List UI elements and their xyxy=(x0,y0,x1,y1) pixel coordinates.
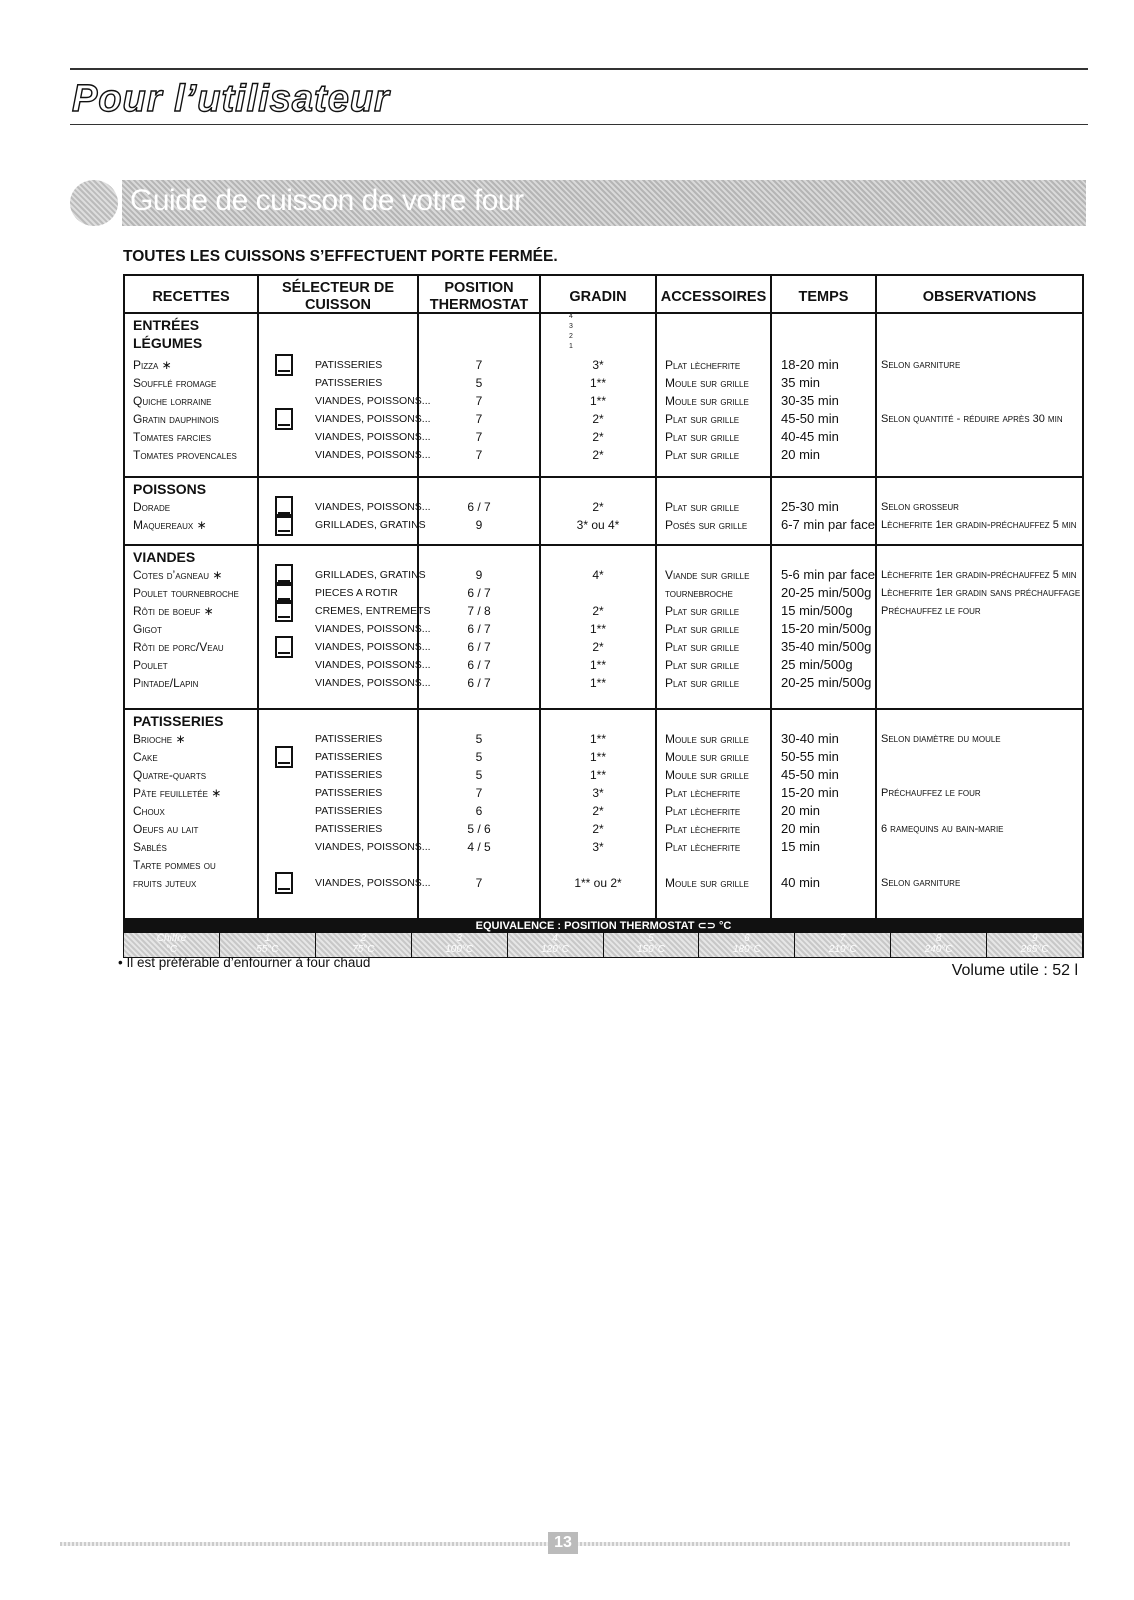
section-title: POISSONS xyxy=(133,481,207,497)
rack-level: 1** xyxy=(589,658,606,672)
equivalence-temperature: 150°C xyxy=(637,944,665,955)
title-rule xyxy=(70,124,1088,125)
cooking-time: 30-35 min xyxy=(781,393,839,408)
accessory: Plat sur grille xyxy=(665,676,740,690)
thermostat-position: 7 xyxy=(475,448,483,462)
equivalence-temperature: 210°C xyxy=(828,944,857,955)
rack-level: 1** ou 2* xyxy=(574,876,622,890)
recipe-name: Quatre-quarts xyxy=(133,768,207,782)
accessory: Moule sur grille xyxy=(665,376,749,390)
thermostat-position: 6 / 7 xyxy=(467,500,491,514)
cooking-mode: VIANDES, POISSONS... xyxy=(315,501,431,513)
equivalence-cell xyxy=(316,933,412,957)
oven-mode-icon xyxy=(275,746,293,768)
cooking-time: 18-20 min xyxy=(781,357,839,372)
section-rule xyxy=(125,708,1082,710)
cooking-time: 40-45 min xyxy=(781,429,839,444)
recipe-name: Poulet tournebroche xyxy=(133,586,239,600)
equivalence-position: 3 xyxy=(456,933,462,944)
cooking-time: 5-6 min par face xyxy=(781,567,875,582)
observation: Selon diamètre du moule xyxy=(881,733,1001,745)
rack-level: 2* xyxy=(592,448,604,462)
equivalence-temperature: 55°C xyxy=(256,944,279,955)
cooking-time: 20-25 min/500g xyxy=(781,585,872,600)
observation: Selon garniture xyxy=(881,359,961,371)
cooking-mode: VIANDES, POISSONS... xyxy=(315,641,431,653)
observation: 6 ramequins au bain-marie xyxy=(881,823,1004,835)
thermostat-position: 5 xyxy=(475,768,483,782)
cooking-mode: PATISSERIES xyxy=(315,733,383,745)
recipe-name: Rôti de porc/Veau xyxy=(133,640,224,654)
rack-level: 1** xyxy=(589,376,606,390)
thermostat-position: 6 / 7 xyxy=(467,676,491,690)
thermostat-position: 7 xyxy=(475,786,483,800)
rack-level: 1** xyxy=(589,622,606,636)
cooking-time: 30-40 min xyxy=(781,731,839,746)
oven-mode-icon xyxy=(275,514,293,536)
thermostat-position: 7 xyxy=(475,358,483,372)
accessory: Plat lèchefrite xyxy=(665,358,741,372)
rack-level-label: 3 xyxy=(569,323,573,330)
observation: Selon grosseur xyxy=(881,501,959,513)
rack-level: 1** xyxy=(589,732,606,746)
thermostat-position: 6 / 7 xyxy=(467,658,491,672)
equivalence-temperature: 265°C xyxy=(1020,944,1049,955)
cooking-mode: PATISSERIES xyxy=(315,751,383,763)
rack-level: 3* ou 4* xyxy=(576,518,620,532)
cooking-mode: CREMES, ENTREMETS xyxy=(315,605,431,617)
cooking-mode: PATISSERIES xyxy=(315,769,383,781)
equivalence-cell xyxy=(508,933,604,957)
accessory: Moule sur grille xyxy=(665,768,749,782)
section-title: Guide de cuisson de votre four xyxy=(130,184,524,217)
cooking-time: 45-50 min xyxy=(781,767,839,782)
section-rule xyxy=(125,544,1082,546)
accessory: Moule sur grille xyxy=(665,750,749,764)
thermostat-position: 6 / 7 xyxy=(467,640,491,654)
recipe-name: Soufflé fromage xyxy=(133,376,217,390)
recipe-name: Poulet xyxy=(133,658,168,672)
equivalence-position: 9 xyxy=(1031,933,1038,944)
cooking-mode: VIANDES, POISSONS... xyxy=(315,431,431,443)
col-header-gradin: GRADIN xyxy=(569,288,627,305)
rack-level: 2* xyxy=(592,604,604,618)
oven-mode-icon xyxy=(275,600,293,622)
cooking-mode: VIANDES, POISSONS... xyxy=(315,841,431,853)
recipe-name: Dorade xyxy=(133,500,171,514)
recipe-name: fruits juteux xyxy=(133,876,197,890)
equivalence-cell xyxy=(987,933,1083,957)
equivalence-cell xyxy=(891,933,987,957)
rack-level: 2* xyxy=(592,500,604,514)
accessory: Plat sur grille xyxy=(665,500,740,514)
rack-level: 4* xyxy=(592,568,604,582)
recipe-name: Gigot xyxy=(133,622,162,636)
cooking-mode: PIECES A ROTIR xyxy=(315,587,398,599)
observation: Selon quantité - réduire après 30 min xyxy=(881,413,1063,425)
thermostat-position: 4 / 5 xyxy=(467,840,491,854)
equivalence-temperature: 100°C xyxy=(445,944,474,955)
equivalence-cell xyxy=(604,933,700,957)
equivalence-position: 5 xyxy=(648,933,654,944)
rack-level-label: 4 xyxy=(569,313,573,320)
col-header-observations: OBSERVATIONS xyxy=(922,288,1037,305)
cooking-mode: VIANDES, POISSONS... xyxy=(315,449,431,461)
recipe-name: Tarte pommes ou xyxy=(133,858,216,872)
recipe-name: Cotes d’agneau ∗ xyxy=(133,568,223,582)
col-divider xyxy=(257,276,259,918)
accessory: Plat sur grille xyxy=(665,622,740,636)
thermostat-position: 5 / 6 xyxy=(467,822,491,836)
thermostat-equivalence xyxy=(123,920,1084,960)
thermostat-position: 5 xyxy=(475,376,483,390)
observation: Préchauffez le four xyxy=(881,605,981,617)
thermostat-position: 7 / 8 xyxy=(467,604,491,618)
cooking-time: 20 min xyxy=(781,821,821,836)
recipe-name: Tomates farcies xyxy=(133,430,212,444)
cooking-time: 25 min/500g xyxy=(781,657,853,672)
accessory: tournebroche xyxy=(665,586,733,600)
section-rule xyxy=(125,476,1082,478)
col-header-selecteur: SÉLECTEUR DE CUISSON xyxy=(282,280,394,313)
rack-level-icon xyxy=(569,312,629,358)
thermostat-position: 5 xyxy=(475,732,483,746)
recipe-name: Choux xyxy=(133,804,165,818)
equivalence-position: 8 xyxy=(935,933,942,944)
accessory: Viande sur grille xyxy=(665,568,750,582)
equivalence-position: 1 xyxy=(264,933,271,944)
accessory: Moule sur grille xyxy=(665,394,749,408)
thermostat-position: 9 xyxy=(475,568,483,582)
cooking-table xyxy=(123,274,1084,920)
thermostat-position: 6 xyxy=(475,804,483,818)
observation: Lèchefrite 1er gradin-préchauffez 5 min xyxy=(881,519,1077,531)
equivalence-position: 2 xyxy=(360,933,367,944)
oven-mode-icon xyxy=(275,354,293,376)
cooking-mode: PATISSERIES xyxy=(315,377,383,389)
cooking-time: 45-50 min xyxy=(781,411,839,426)
equivalence-position: 6 xyxy=(744,933,750,944)
rack-level: 2* xyxy=(592,412,604,426)
thermostat-position: 7 xyxy=(475,412,483,426)
accessory: Plat sur grille xyxy=(665,448,740,462)
cooking-time: 50-55 min xyxy=(781,749,839,764)
equivalence-temperature: 180°C xyxy=(732,944,761,955)
section-banner xyxy=(70,180,1086,226)
accessory: Plat sur grille xyxy=(665,412,740,426)
accessory: Plat sur grille xyxy=(665,604,740,618)
recipe-name: Brioche ∗ xyxy=(133,732,186,746)
accessory: Moule sur grille xyxy=(665,732,749,746)
recipe-name: Pintade/Lapin xyxy=(133,676,199,690)
accessory: Posés sur grille xyxy=(665,518,748,532)
cooking-mode: PATISSERIES xyxy=(315,823,383,835)
rack-level: 3* xyxy=(592,840,604,854)
cooking-time: 40 min xyxy=(781,875,821,890)
recipe-name: Tomates provencales xyxy=(133,448,237,462)
equivalence-position: 7 xyxy=(840,933,846,944)
thermostat-position: 6 / 7 xyxy=(467,586,491,600)
cooking-time: 35-40 min/500g xyxy=(781,639,872,654)
equivalence-position: Chiffre xyxy=(156,933,187,944)
rack-level: 2* xyxy=(592,822,604,836)
cooking-time: 6-7 min par face xyxy=(781,517,875,532)
rack-level: 3* xyxy=(592,786,604,800)
cooking-mode: VIANDES, POISSONS... xyxy=(315,413,431,425)
oven-mode-icon xyxy=(275,872,293,894)
cooking-mode: GRILLADES, GRATINS xyxy=(315,519,426,531)
accessory: Plat lèchefrite xyxy=(665,804,741,818)
recipe-name: Gratin dauphinois xyxy=(133,412,219,426)
section-title: PATISSERIES xyxy=(133,713,224,729)
equivalence-cell xyxy=(124,933,220,957)
cooking-mode: PATISSERIES xyxy=(315,787,383,799)
rack-level: 2* xyxy=(592,804,604,818)
observation: Préchauffez le four xyxy=(881,787,981,799)
col-header-recettes: RECETTES xyxy=(152,288,230,305)
thermostat-position: 7 xyxy=(475,876,483,890)
thermostat-position: 7 xyxy=(475,394,483,408)
recipe-name: Maquereaux ∗ xyxy=(133,518,207,532)
thermostat-position: 7 xyxy=(475,430,483,444)
cooking-mode: VIANDES, POISSONS... xyxy=(315,395,431,407)
cooking-time: 15-20 min/500g xyxy=(781,621,872,636)
top-rule xyxy=(70,68,1088,70)
col-divider xyxy=(875,276,877,918)
equivalence-cell xyxy=(412,933,508,957)
accessory: Plat lèchefrite xyxy=(665,786,741,800)
cooking-time: 20 min xyxy=(781,447,821,462)
cooking-time: 20 min xyxy=(781,803,821,818)
col-header-temps: TEMPS xyxy=(798,288,849,305)
section-title: VIANDES xyxy=(133,549,196,565)
rack-level: 1** xyxy=(589,676,606,690)
banner-circle xyxy=(70,180,118,226)
rack-level: 1** xyxy=(589,394,606,408)
recipe-name: Rôti de boeuf ∗ xyxy=(133,604,214,618)
accessory: Moule sur grille xyxy=(665,876,749,890)
cooking-mode: VIANDES, POISSONS... xyxy=(315,659,431,671)
observation: Lèchefrite 1er gradin sans préchauffage xyxy=(881,587,1081,599)
col-divider xyxy=(770,276,772,918)
page-title: Pour l’utilisateur xyxy=(72,78,390,120)
page-number: 13 xyxy=(548,1532,578,1554)
equivalence-temperature: 240°C xyxy=(924,944,953,955)
footnote: • Il est préférable d’enfourner à four chaud xyxy=(118,955,371,970)
cooking-time: 15-20 min xyxy=(781,785,839,800)
accessory: Plat lèchefrite xyxy=(665,840,741,854)
equivalence-temperature: °C xyxy=(165,944,178,955)
observation: Lèchefrite 1er gradin-préchauffez 5 min xyxy=(881,569,1077,581)
cooking-mode: VIANDES, POISSONS... xyxy=(315,877,431,889)
section-title: ENTRÉES LÉGUMES xyxy=(133,317,203,351)
accessory: Plat sur grille xyxy=(665,430,740,444)
equivalence-cell xyxy=(699,933,795,957)
recipe-name: Oeufs au lait xyxy=(133,822,199,836)
equivalence-cell xyxy=(220,933,316,957)
rack-level: 1** xyxy=(589,750,606,764)
cooking-time: 20-25 min/500g xyxy=(781,675,872,690)
col-divider xyxy=(655,276,657,918)
observation: Selon garniture xyxy=(881,877,961,889)
accessory: Plat lèchefrite xyxy=(665,822,741,836)
cooking-time: 15 min xyxy=(781,839,821,854)
volume-label: Volume utile : 52 l xyxy=(951,962,1078,979)
thermostat-position: 6 / 7 xyxy=(467,622,491,636)
equivalence-title: EQUIVALENCE : POSITION THERMOSTAT ⊂⊃ °C xyxy=(123,920,1084,932)
rack-level: 2* xyxy=(592,640,604,654)
closed-door-note: TOUTES LES CUISSONS S’EFFECTUENT PORTE FERMÉE. xyxy=(123,248,558,265)
cooking-mode: VIANDES, POISSONS... xyxy=(315,677,431,689)
rack-level: 1** xyxy=(589,768,606,782)
cooking-time: 25-30 min xyxy=(781,499,839,514)
cooking-time: 15 min/500g xyxy=(781,603,853,618)
col-header-accessoires: ACCESSOIRES xyxy=(660,288,767,305)
recipe-name: Pâte feuilletée ∗ xyxy=(133,786,222,800)
recipe-name: Cake xyxy=(133,750,158,764)
thermostat-position: 5 xyxy=(475,750,483,764)
equivalence-position: 4 xyxy=(552,933,558,944)
cooking-mode: GRILLADES, GRATINS xyxy=(315,569,426,581)
cooking-time: 35 min xyxy=(781,375,821,390)
oven-mode-icon xyxy=(275,408,293,430)
equivalence-temperature: 120°C xyxy=(541,944,570,955)
equivalence-cell xyxy=(795,933,891,957)
recipe-name: Sablés xyxy=(133,840,167,854)
rack-level-label: 2 xyxy=(569,333,573,340)
recipe-name: Pizza ∗ xyxy=(133,358,172,372)
rack-level-label: 1 xyxy=(569,343,573,350)
cooking-mode: PATISSERIES xyxy=(315,805,383,817)
cooking-mode: VIANDES, POISSONS... xyxy=(315,623,431,635)
accessory: Plat sur grille xyxy=(665,640,740,654)
col-header-position: POSITION THERMOSTAT xyxy=(429,280,529,313)
rack-level: 2* xyxy=(592,430,604,444)
rack-level: 3* xyxy=(592,358,604,372)
cooking-mode: PATISSERIES xyxy=(315,359,383,371)
thermostat-position: 9 xyxy=(475,518,483,532)
equivalence-temperature: 75°C xyxy=(352,944,375,955)
recipe-name: Quiche lorraine xyxy=(133,394,212,408)
oven-mode-icon xyxy=(275,636,293,658)
accessory: Plat sur grille xyxy=(665,658,740,672)
